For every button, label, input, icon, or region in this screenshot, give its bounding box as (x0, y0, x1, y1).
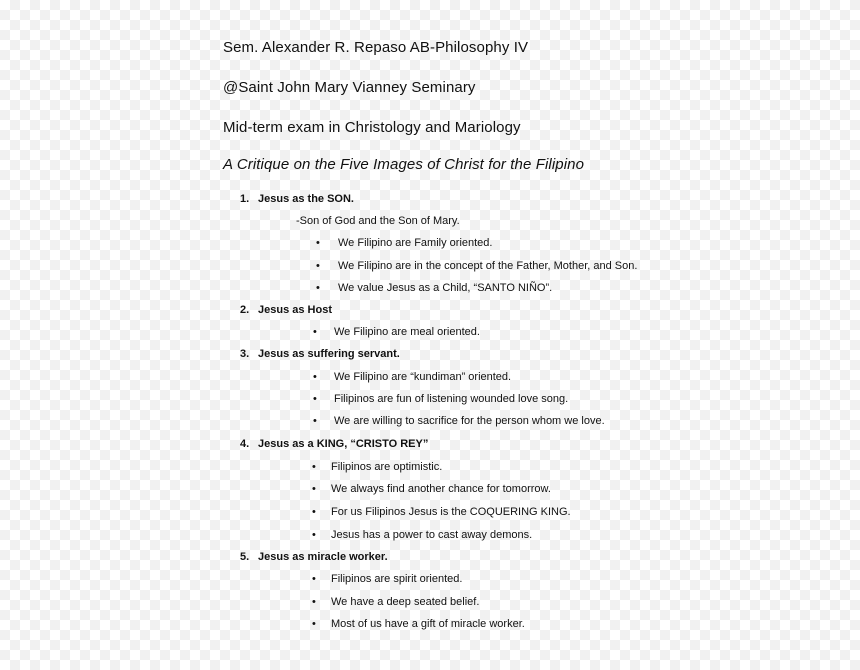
bullet-dot: • (312, 506, 316, 518)
bullet-text: We Filipino are Family oriented. (338, 237, 493, 249)
bullet-text: Jesus has a power to cast away demons. (331, 529, 533, 541)
bullet-dot: • (313, 326, 317, 338)
item-number: 3. (240, 348, 250, 360)
bullet-text: We have a deep seated belief. (331, 596, 480, 608)
bullet-text: We Filipino are meal oriented. (334, 326, 480, 338)
item-title: Jesus as suffering servant. (258, 348, 400, 360)
school-line: @Saint John Mary Vianney Seminary (223, 79, 476, 96)
item-subline: -Son of God and the Son of Mary. (296, 215, 460, 227)
bullet-dot: • (312, 596, 316, 608)
bullet-text: Filipinos are spirit oriented. (331, 573, 463, 585)
bullet-dot: • (313, 393, 317, 405)
bullet-text: Filipinos are optimistic. (331, 461, 443, 473)
bullet-dot: • (312, 483, 316, 495)
item-number: 1. (240, 193, 250, 205)
essay-subtitle: A Critique on the Five Images of Christ for the Filipino (223, 156, 585, 173)
bullet-text: We Filipino are in the concept of the Father, Mother, and Son. (338, 260, 638, 272)
item-title: Jesus as Host (258, 304, 332, 316)
bullet-dot: • (313, 371, 317, 383)
bullet-text: We value Jesus as a Child, “SANTO NIÑO”. (338, 282, 553, 294)
bullet-text: We are willing to sacrifice for the person whom we love. (334, 415, 605, 427)
bullet-text: For us Filipinos Jesus is the COQUERING KING. (331, 506, 571, 518)
bullet-text: Filipinos are fun of listening wounded love song. (334, 393, 569, 405)
bullet-dot: • (316, 237, 320, 249)
item-title: Jesus as miracle worker. (258, 551, 388, 563)
exam-title: Mid-term exam in Christology and Mariology (223, 119, 521, 136)
bullet-dot: • (313, 415, 317, 427)
bullet-dot: • (316, 282, 320, 294)
bullet-dot: • (312, 573, 316, 585)
author-line: Sem. Alexander R. Repaso AB-Philosophy IV (223, 39, 529, 56)
bullet-dot: • (312, 461, 316, 473)
item-number: 2. (240, 304, 250, 316)
item-number: 5. (240, 551, 250, 563)
bullet-text: We always find another chance for tomorrow. (331, 483, 551, 495)
bullet-dot: • (316, 260, 320, 272)
bullet-text: We Filipino are “kundiman” oriented. (334, 371, 512, 383)
bullet-dot: • (312, 618, 316, 630)
bullet-text: Most of us have a gift of miracle worker. (331, 618, 525, 630)
item-title: Jesus as a KING, “CRISTO REY” (258, 438, 429, 450)
item-number: 4. (240, 438, 250, 450)
bullet-dot: • (312, 529, 316, 541)
item-title: Jesus as the SON. (258, 193, 354, 205)
